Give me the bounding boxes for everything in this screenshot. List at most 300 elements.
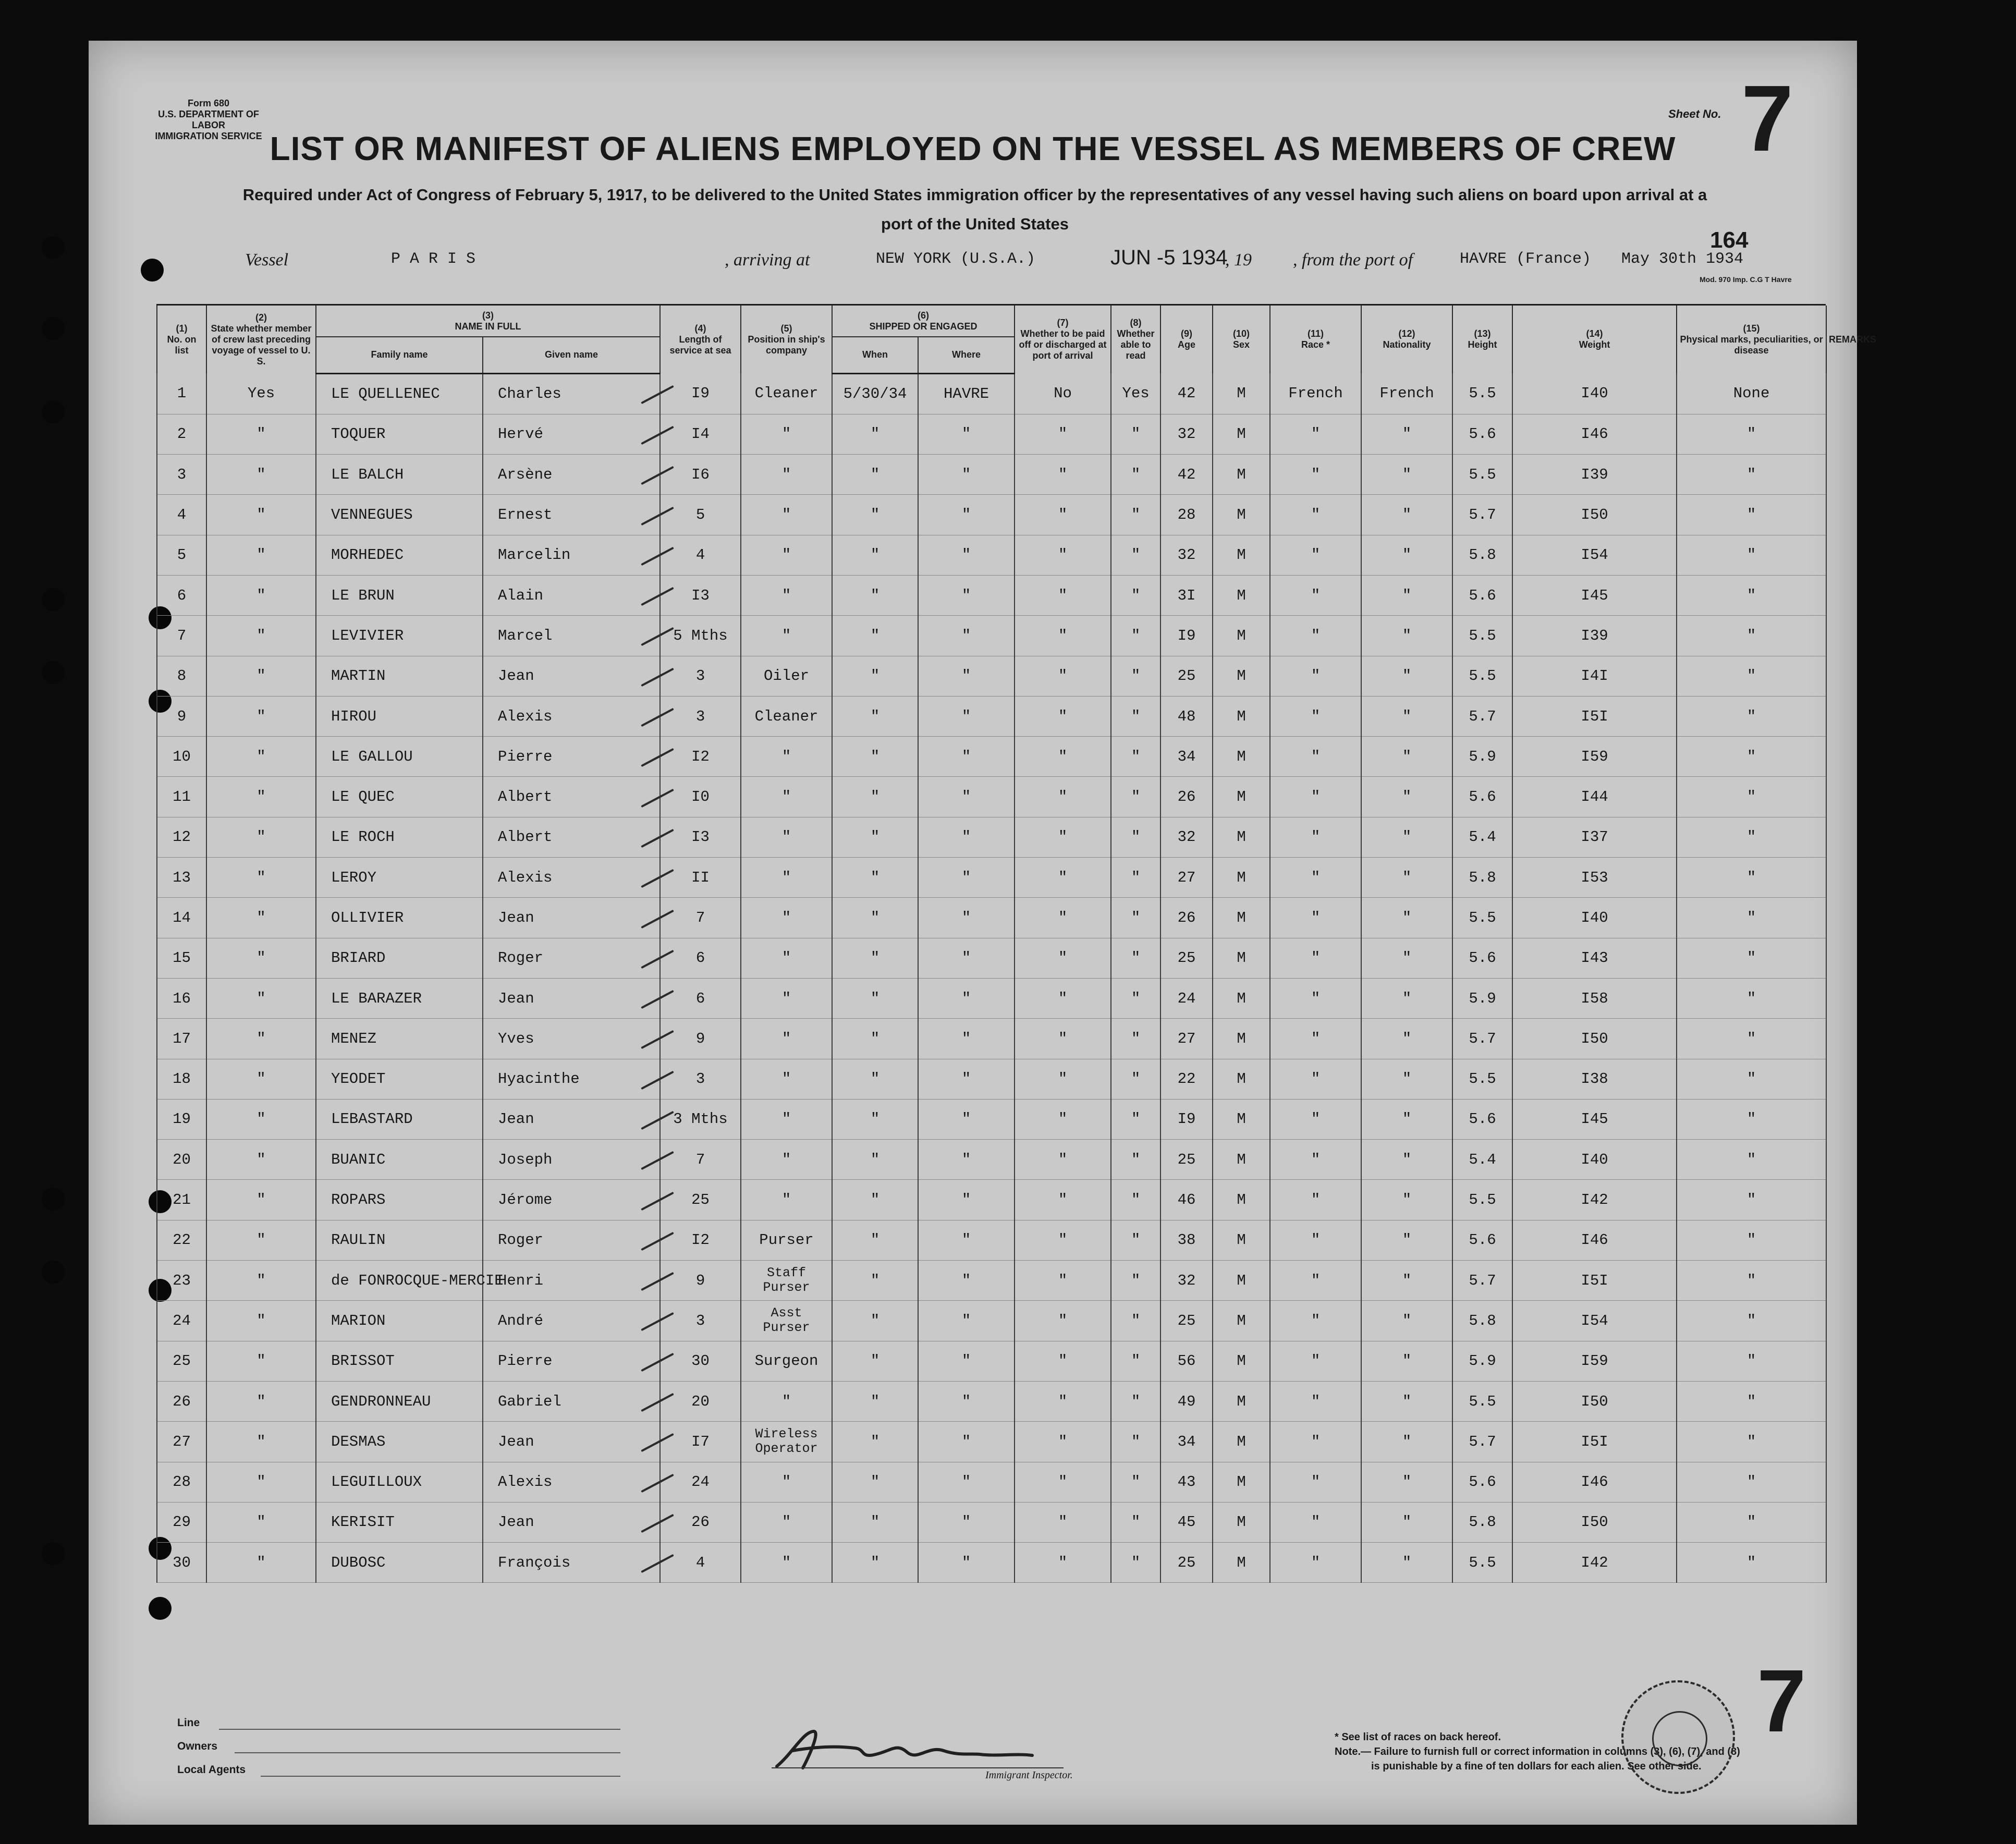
col-sex-header <box>1213 306 1270 373</box>
cell-shipped-when: " <box>832 1301 918 1341</box>
cell-sex: M <box>1213 616 1270 656</box>
eagle-emblem <box>1652 1711 1707 1766</box>
cell-service-length: 6 <box>660 978 741 1018</box>
col-number: (9) <box>1181 328 1193 339</box>
cell-nationality: " <box>1361 1422 1452 1462</box>
cell-paid-off: " <box>1015 978 1111 1018</box>
cell-sex: M <box>1213 1341 1270 1381</box>
cell-race: " <box>1270 1059 1361 1099</box>
cell-service-length: I9 <box>660 373 741 414</box>
cell-family-name: ROPARS <box>316 1180 483 1220</box>
cell-shipped-when: " <box>832 1099 918 1139</box>
cell-nationality: " <box>1361 1140 1452 1180</box>
cell-able-to-read: " <box>1111 858 1160 898</box>
cell-nationality: " <box>1361 1502 1452 1542</box>
cell-given-name: Albert <box>483 777 660 817</box>
cell-race: " <box>1270 575 1361 615</box>
cell-height: 5.9 <box>1452 737 1512 777</box>
cell-height: 5.7 <box>1452 696 1512 736</box>
binder-hole <box>42 317 65 340</box>
cell-paid-off: " <box>1015 656 1111 696</box>
cell-age: 49 <box>1160 1381 1213 1421</box>
cell-race: " <box>1270 1099 1361 1139</box>
cell-position: Purser <box>741 1220 832 1260</box>
table-row <box>157 898 1826 938</box>
cell-able-to-read: " <box>1111 1422 1160 1462</box>
cell-shipped-when: " <box>832 1462 918 1502</box>
cell-age: 48 <box>1160 696 1213 736</box>
col-prev-voyage-header <box>206 306 316 373</box>
binder-hole <box>42 1542 65 1565</box>
col-shipped-header <box>832 306 1015 337</box>
cell-able-to-read: " <box>1111 1502 1160 1542</box>
cell-row-number: 16 <box>157 978 206 1018</box>
cell-weight: I46 <box>1512 1462 1677 1502</box>
cell-given-name: Alexis <box>483 696 660 736</box>
cell-position: Wireless Operator <box>741 1422 832 1462</box>
cell-physical-marks: " <box>1677 978 1826 1018</box>
table-row <box>157 414 1826 454</box>
cell-age: 25 <box>1160 1140 1213 1180</box>
cell-prev-voyage: " <box>206 535 316 575</box>
cell-shipped-where: " <box>918 656 1015 696</box>
cell-sex: M <box>1213 1502 1270 1542</box>
col-number: (5) <box>780 323 792 334</box>
cell-prev-voyage: " <box>206 938 316 978</box>
cell-sex: M <box>1213 938 1270 978</box>
cell-paid-off: " <box>1015 1502 1111 1542</box>
cell-weight: I40 <box>1512 1140 1677 1180</box>
cell-shipped-where: " <box>918 414 1015 454</box>
cell-shipped-when: " <box>832 1220 918 1260</box>
agents-label: Local Agents <box>177 1764 246 1776</box>
inspector-label: Immigrant Inspector. <box>985 1769 1073 1781</box>
service-name: IMMIGRATION SERVICE <box>155 131 262 141</box>
col-label: Weight <box>1579 339 1610 350</box>
cell-sex: M <box>1213 817 1270 857</box>
cell-service-length: I3 <box>660 575 741 615</box>
cell-weight: I58 <box>1512 978 1677 1018</box>
cell-race: " <box>1270 455 1361 495</box>
cell-age: 25 <box>1160 656 1213 696</box>
table-row <box>157 1220 1826 1260</box>
cell-weight: I50 <box>1512 1381 1677 1421</box>
cell-prev-voyage: " <box>206 656 316 696</box>
col-no-header <box>157 306 206 373</box>
cell-given-name: Pierre <box>483 737 660 777</box>
cell-height: 5.6 <box>1452 1220 1512 1260</box>
cell-nationality: " <box>1361 696 1452 736</box>
cell-prev-voyage: " <box>206 1059 316 1099</box>
cell-shipped-where: " <box>918 495 1015 535</box>
cell-sex: M <box>1213 495 1270 535</box>
cell-position: " <box>741 737 832 777</box>
cell-prev-voyage: " <box>206 616 316 656</box>
cell-age: 3I <box>1160 575 1213 615</box>
col-label: No. on list <box>167 334 197 356</box>
cell-weight: I40 <box>1512 373 1677 414</box>
cell-weight: I46 <box>1512 1220 1677 1260</box>
cell-able-to-read: " <box>1111 455 1160 495</box>
cell-row-number: 6 <box>157 575 206 615</box>
cell-sex: M <box>1213 1381 1270 1421</box>
cell-age: 42 <box>1160 455 1213 495</box>
cell-service-length: 24 <box>660 1462 741 1502</box>
cell-race: " <box>1270 656 1361 696</box>
arriving-label: , arriving at <box>725 250 810 270</box>
cell-shipped-where: " <box>918 1059 1015 1099</box>
cell-position: " <box>741 1502 832 1542</box>
cell-physical-marks: " <box>1677 1462 1826 1502</box>
vessel-label: Vessel <box>245 250 289 270</box>
cell-shipped-where: " <box>918 1220 1015 1260</box>
cell-weight: I46 <box>1512 414 1677 454</box>
cell-family-name: MORHEDEC <box>316 535 483 575</box>
cell-row-number: 3 <box>157 455 206 495</box>
cell-row-number: 21 <box>157 1180 206 1220</box>
inspector-line <box>772 1767 1064 1768</box>
cell-row-number: 18 <box>157 1059 206 1099</box>
cell-weight: I50 <box>1512 1502 1677 1542</box>
cell-age: 28 <box>1160 495 1213 535</box>
cell-physical-marks: " <box>1677 535 1826 575</box>
cell-weight: I39 <box>1512 616 1677 656</box>
cell-paid-off: " <box>1015 1180 1111 1220</box>
cell-nationality: " <box>1361 777 1452 817</box>
cell-prev-voyage: " <box>206 1381 316 1421</box>
cell-row-number: 8 <box>157 656 206 696</box>
cell-height: 5.6 <box>1452 575 1512 615</box>
binder-hole <box>141 259 164 282</box>
cell-given-name: Gabriel <box>483 1381 660 1421</box>
cell-shipped-when: " <box>832 938 918 978</box>
col-label: Position in ship's company <box>748 334 825 356</box>
col-number: (14) <box>1586 328 1603 339</box>
cell-height: 5.6 <box>1452 414 1512 454</box>
cell-position: " <box>741 1019 832 1059</box>
col-label: State whether member of crew last preceding voyage of vessel to U. S. <box>211 323 312 367</box>
cell-given-name: Roger <box>483 1220 660 1260</box>
table-row <box>157 978 1826 1018</box>
cell-shipped-where: " <box>918 575 1015 615</box>
col-label: Sex <box>1233 339 1250 350</box>
cell-race: " <box>1270 1301 1361 1341</box>
col-number: (8) <box>1130 317 1142 328</box>
cell-sex: M <box>1213 978 1270 1018</box>
cell-shipped-when: " <box>832 898 918 938</box>
cell-shipped-where: " <box>918 1140 1015 1180</box>
col-weight-header <box>1512 306 1677 373</box>
col-label: Whether to be paid off or discharged at port of arrival <box>1019 328 1107 361</box>
cell-paid-off: " <box>1015 1059 1111 1099</box>
table-row <box>157 495 1826 535</box>
cell-family-name: MARION <box>316 1301 483 1341</box>
cell-paid-off: " <box>1015 737 1111 777</box>
cell-physical-marks: None <box>1677 373 1826 414</box>
from-label: , from the port of <box>1293 250 1413 270</box>
cell-paid-off: " <box>1015 1220 1111 1260</box>
cell-physical-marks: " <box>1677 1502 1826 1542</box>
cell-nationality: " <box>1361 1099 1452 1139</box>
cell-weight: I45 <box>1512 1099 1677 1139</box>
cell-age: 25 <box>1160 938 1213 978</box>
cell-age: 25 <box>1160 1543 1213 1583</box>
footnote-line: is punishable by a fine of ten dollars for each alien. See other side. <box>1371 1761 1702 1772</box>
cell-sex: M <box>1213 1180 1270 1220</box>
cell-given-name: Hyacinthe <box>483 1059 660 1099</box>
cell-sex: M <box>1213 1140 1270 1180</box>
cell-able-to-read: " <box>1111 1140 1160 1180</box>
cell-nationality: " <box>1361 1059 1452 1099</box>
cell-weight: I42 <box>1512 1543 1677 1583</box>
cell-position: " <box>741 1180 832 1220</box>
cell-service-length: 4 <box>660 535 741 575</box>
cell-shipped-when: " <box>832 656 918 696</box>
col-number: (2) <box>255 312 267 323</box>
cell-service-length: 3 Mths <box>660 1099 741 1139</box>
col-family-name-header: Family name <box>316 337 483 373</box>
col-number: (12) <box>1398 328 1415 339</box>
cell-service-length: 6 <box>660 938 741 978</box>
cell-shipped-where: " <box>918 1341 1015 1381</box>
cell-shipped-where: " <box>918 1261 1015 1301</box>
cell-shipped-when: " <box>832 414 918 454</box>
cell-position: " <box>741 777 832 817</box>
cell-shipped-where: " <box>918 455 1015 495</box>
arriving-port: NEW YORK (U.S.A.) <box>876 250 1036 268</box>
cell-paid-off: " <box>1015 455 1111 495</box>
cell-service-length: 25 <box>660 1180 741 1220</box>
cell-physical-marks: " <box>1677 1059 1826 1099</box>
cell-paid-off: " <box>1015 858 1111 898</box>
cell-age: 34 <box>1160 1422 1213 1462</box>
cell-race: " <box>1270 1019 1361 1059</box>
col-number: (13) <box>1474 328 1491 339</box>
cell-given-name: Yves <box>483 1019 660 1059</box>
cell-family-name: GENDRONNEAU <box>316 1381 483 1421</box>
cell-shipped-when: " <box>832 1261 918 1301</box>
table-row <box>157 616 1826 656</box>
cell-prev-voyage: Yes <box>206 373 316 414</box>
cell-physical-marks: " <box>1677 656 1826 696</box>
table-row <box>157 1462 1826 1502</box>
cell-family-name: LE QUELLENEC <box>316 373 483 414</box>
cell-family-name: TOQUER <box>316 414 483 454</box>
col-number: (6) <box>918 310 930 321</box>
cell-family-name: RAULIN <box>316 1220 483 1260</box>
cell-physical-marks: " <box>1677 777 1826 817</box>
cell-shipped-where: " <box>918 1381 1015 1421</box>
cell-height: 5.5 <box>1452 1381 1512 1421</box>
cell-position: " <box>741 1543 832 1583</box>
cell-service-length: 5 <box>660 495 741 535</box>
cell-row-number: 30 <box>157 1543 206 1583</box>
cell-nationality: " <box>1361 1019 1452 1059</box>
cell-race: " <box>1270 535 1361 575</box>
cell-service-length: 9 <box>660 1261 741 1301</box>
cell-age: 34 <box>1160 737 1213 777</box>
cell-nationality: " <box>1361 1180 1452 1220</box>
vessel-name: P A R I S <box>391 250 476 268</box>
table-row <box>157 1140 1826 1180</box>
cell-row-number: 29 <box>157 1502 206 1542</box>
cell-physical-marks: " <box>1677 1341 1826 1381</box>
cell-given-name: Charles <box>483 373 660 414</box>
cell-prev-voyage: " <box>206 858 316 898</box>
cell-service-length: 7 <box>660 1140 741 1180</box>
cell-position: " <box>741 1059 832 1099</box>
cell-age: 32 <box>1160 414 1213 454</box>
cell-position: " <box>741 455 832 495</box>
cell-row-number: 2 <box>157 414 206 454</box>
cell-shipped-where: " <box>918 616 1015 656</box>
cell-shipped-when: " <box>832 535 918 575</box>
cell-nationality: " <box>1361 737 1452 777</box>
cell-race: " <box>1270 1220 1361 1260</box>
cell-able-to-read: " <box>1111 817 1160 857</box>
cell-able-to-read: " <box>1111 414 1160 454</box>
cell-shipped-when: " <box>832 1341 918 1381</box>
col-label: Nationality <box>1383 339 1431 350</box>
cell-row-number: 11 <box>157 777 206 817</box>
cell-height: 5.6 <box>1452 777 1512 817</box>
cell-nationality: " <box>1361 1301 1452 1341</box>
cell-race: " <box>1270 978 1361 1018</box>
cell-service-length: I3 <box>660 817 741 857</box>
cell-able-to-read: " <box>1111 1543 1160 1583</box>
cell-sex: M <box>1213 1019 1270 1059</box>
col-number: (3) <box>482 310 494 321</box>
cell-race: " <box>1270 696 1361 736</box>
cell-row-number: 1 <box>157 373 206 414</box>
cell-given-name: François <box>483 1543 660 1583</box>
cell-nationality: " <box>1361 1341 1452 1381</box>
cell-shipped-when: " <box>832 1140 918 1180</box>
table-row <box>157 1341 1826 1381</box>
cell-shipped-when: " <box>832 817 918 857</box>
cell-height: 5.5 <box>1452 1543 1512 1583</box>
cell-shipped-when: " <box>832 777 918 817</box>
cell-nationality: " <box>1361 414 1452 454</box>
cell-nationality: " <box>1361 616 1452 656</box>
cell-age: I9 <box>1160 616 1213 656</box>
col-marks-header <box>1677 306 1826 373</box>
cell-service-length: I7 <box>660 1422 741 1462</box>
cell-service-length: 3 <box>660 1059 741 1099</box>
cell-height: 5.7 <box>1452 1019 1512 1059</box>
cell-prev-voyage: " <box>206 978 316 1018</box>
col-number: (7) <box>1057 317 1069 328</box>
cell-prev-voyage: " <box>206 898 316 938</box>
cell-shipped-where: " <box>918 535 1015 575</box>
cell-sex: M <box>1213 737 1270 777</box>
cell-family-name: MENEZ <box>316 1019 483 1059</box>
binder-hole <box>42 588 65 611</box>
cell-family-name: MARTIN <box>316 656 483 696</box>
cell-able-to-read: " <box>1111 737 1160 777</box>
cell-position: " <box>741 898 832 938</box>
cell-height: 5.6 <box>1452 1099 1512 1139</box>
cell-height: 5.5 <box>1452 616 1512 656</box>
cell-height: 5.8 <box>1452 1301 1512 1341</box>
cell-race: " <box>1270 1543 1361 1583</box>
binder-hole <box>42 236 65 259</box>
cell-prev-voyage: " <box>206 414 316 454</box>
cell-race: " <box>1270 1180 1361 1220</box>
cell-service-length: I6 <box>660 455 741 495</box>
col-read-header <box>1111 306 1160 373</box>
cell-shipped-where: " <box>918 1422 1015 1462</box>
table-row <box>157 1502 1826 1542</box>
cell-position: Staff Purser <box>741 1261 832 1301</box>
cell-physical-marks: " <box>1677 1180 1826 1220</box>
cell-given-name: Jean <box>483 1422 660 1462</box>
col-name-header <box>316 306 660 337</box>
col-service-header <box>660 306 741 373</box>
table-row <box>157 1381 1826 1421</box>
inspector-signature <box>772 1722 1043 1774</box>
cell-position: " <box>741 616 832 656</box>
col-where-header: Where <box>918 337 1015 373</box>
cell-height: 5.4 <box>1452 1140 1512 1180</box>
cell-family-name: LE QUEC <box>316 777 483 817</box>
cell-service-length: 3 <box>660 656 741 696</box>
cell-paid-off: No <box>1015 373 1111 414</box>
cell-race: " <box>1270 1381 1361 1421</box>
cell-shipped-when: " <box>832 858 918 898</box>
date-stamp: JUN -5 1934 <box>1110 246 1228 269</box>
cell-height: 5.5 <box>1452 373 1512 414</box>
cell-row-number: 7 <box>157 616 206 656</box>
cell-weight: I59 <box>1512 737 1677 777</box>
cell-height: 5.9 <box>1452 1341 1512 1381</box>
printer-note: Mod. 970 Imp. C.G T Havre <box>1700 275 1792 284</box>
cell-sex: M <box>1213 1059 1270 1099</box>
cell-able-to-read: " <box>1111 696 1160 736</box>
cell-shipped-when: " <box>832 616 918 656</box>
official-seal <box>1621 1680 1735 1794</box>
cell-row-number: 28 <box>157 1462 206 1502</box>
cell-prev-voyage: " <box>206 737 316 777</box>
cell-given-name: Alain <box>483 575 660 615</box>
cell-position: Cleaner <box>741 373 832 414</box>
cell-nationality: " <box>1361 455 1452 495</box>
cell-shipped-when: " <box>832 1180 918 1220</box>
cell-height: 5.5 <box>1452 656 1512 696</box>
cell-race: " <box>1270 898 1361 938</box>
cell-sex: M <box>1213 1462 1270 1502</box>
cell-age: 25 <box>1160 1301 1213 1341</box>
cell-weight: I50 <box>1512 1019 1677 1059</box>
cell-position: Asst Purser <box>741 1301 832 1341</box>
col-number: (10) <box>1233 328 1250 339</box>
col-label: Race * <box>1301 339 1330 350</box>
cell-able-to-read: " <box>1111 1059 1160 1099</box>
cell-shipped-where: " <box>918 978 1015 1018</box>
cell-shipped-where: " <box>918 817 1015 857</box>
cell-shipped-where: " <box>918 737 1015 777</box>
cell-weight: I37 <box>1512 817 1677 857</box>
cell-weight: I45 <box>1512 575 1677 615</box>
cell-age: 26 <box>1160 898 1213 938</box>
cell-prev-voyage: " <box>206 495 316 535</box>
cell-able-to-read: " <box>1111 1341 1160 1381</box>
cell-height: 5.5 <box>1452 898 1512 938</box>
cell-sex: M <box>1213 1261 1270 1301</box>
cell-shipped-when: " <box>832 1019 918 1059</box>
cell-prev-voyage: " <box>206 1543 316 1583</box>
cell-weight: I59 <box>1512 1341 1677 1381</box>
